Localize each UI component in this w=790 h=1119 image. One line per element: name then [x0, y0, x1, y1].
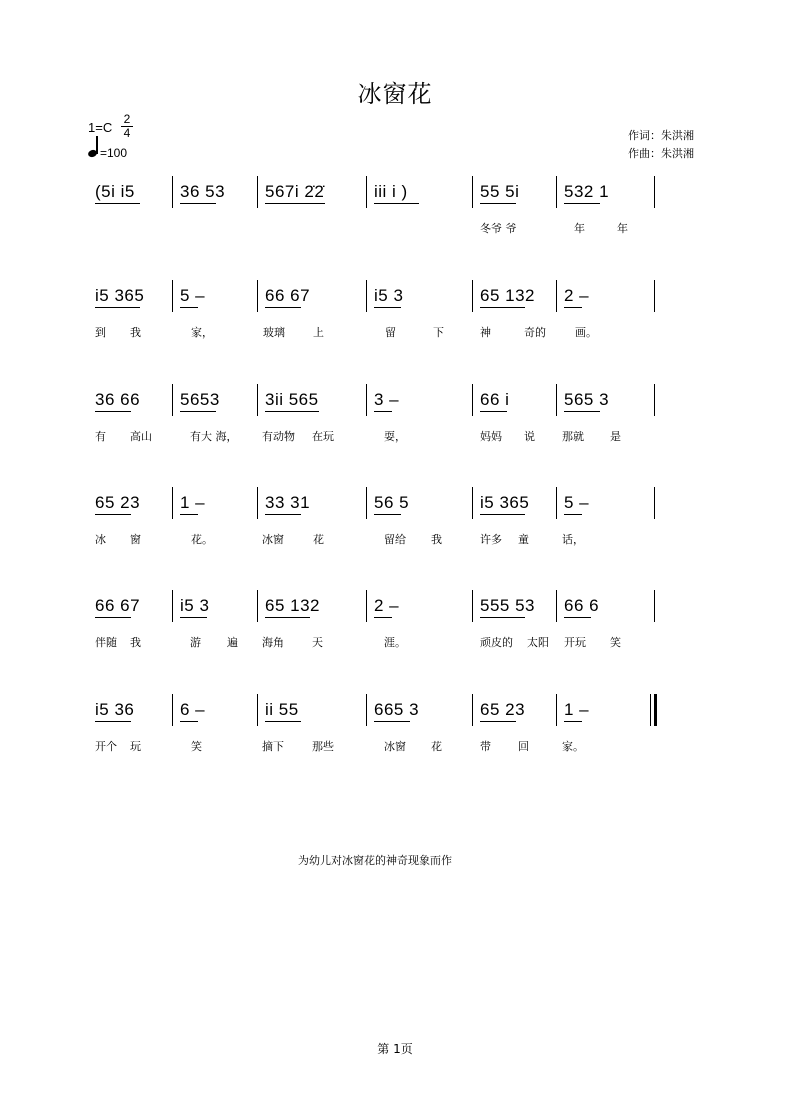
measure-notes: 3 – [374, 390, 400, 409]
barline [556, 694, 557, 726]
beam-line [265, 411, 319, 412]
beam-line [95, 411, 131, 412]
footnote [0, 852, 790, 868]
lyric-syllable: 花 [431, 740, 442, 753]
time-signature [120, 113, 134, 140]
measure-notes: 66 i [480, 390, 510, 409]
barline [257, 176, 258, 208]
beam-line [564, 203, 600, 204]
lyric-syllable: 耍， [384, 430, 406, 443]
lyric-syllable: 妈妈 [480, 430, 502, 443]
beam-line [180, 514, 198, 515]
measure-notes: ii 55 [265, 700, 299, 719]
lyric-syllable: 摘下 [262, 740, 284, 753]
measure-notes: 567i 2̇2̇ [265, 182, 325, 201]
beam-line [480, 411, 507, 412]
beam-line [374, 307, 401, 308]
measure-notes: i5 3 [180, 596, 210, 615]
measure-notes: 66 67 [95, 596, 141, 615]
beam-line [480, 203, 516, 204]
barline [366, 280, 367, 312]
beam-line [374, 514, 401, 515]
barline [172, 280, 173, 312]
barline [366, 590, 367, 622]
page-number: 第 1页 [377, 1042, 413, 1056]
barline [556, 384, 557, 416]
barline [257, 280, 258, 312]
score-line [0, 176, 790, 256]
beam-line [95, 617, 131, 618]
lyric-syllable: 上 [313, 326, 324, 339]
barline [257, 487, 258, 519]
final-barline [650, 694, 651, 726]
barline [472, 487, 473, 519]
beam-line [564, 721, 582, 722]
barline [366, 176, 367, 208]
measure-notes: 555 53 [480, 596, 535, 615]
beam-line [480, 307, 525, 308]
barline [556, 176, 557, 208]
barline [472, 694, 473, 726]
lyric-syllable: 那就 [562, 430, 584, 443]
measure-notes: 1 – [180, 493, 206, 512]
barline [172, 176, 173, 208]
beam-line [374, 721, 410, 722]
lyric-syllable: 奇的 [524, 326, 546, 339]
quarter-note-head [87, 149, 98, 159]
lyric-syllable: 我 [431, 533, 442, 546]
measure-notes: 55 5i [480, 182, 520, 201]
beam-line [564, 514, 582, 515]
measure-notes: 36 53 [180, 182, 226, 201]
beam-line [480, 721, 516, 722]
barline [556, 590, 557, 622]
score-line [0, 590, 790, 670]
measure-notes: 65 23 [95, 493, 141, 512]
lyric-syllable: 遍 [227, 636, 238, 649]
lyric-syllable: 笑 [191, 740, 202, 753]
key-signature: 1=C [88, 120, 113, 135]
measure-notes: 66 6 [564, 596, 600, 615]
barline [172, 694, 173, 726]
beam-line [265, 617, 310, 618]
lyric-syllable: 我 [130, 636, 141, 649]
lyric-syllable: 冬爷 爷 [480, 222, 517, 235]
lyric-syllable: 太阳 [527, 636, 549, 649]
lyric-syllable: 下 [433, 326, 444, 339]
barline [654, 590, 655, 622]
score-line [0, 694, 790, 774]
measure-notes: 66 67 [265, 286, 311, 305]
measure-notes: 565 3 [564, 390, 610, 409]
beam-line [564, 617, 591, 618]
beam-line [374, 203, 419, 204]
lyric-syllable: 在玩 [312, 430, 334, 443]
barline [472, 176, 473, 208]
measure-notes: (5i i5 [95, 182, 135, 201]
beam-line [265, 203, 325, 204]
lyric-syllable: 窗 [130, 533, 141, 546]
lyric-syllable: 冰窗 [384, 740, 406, 753]
beam-line [480, 514, 525, 515]
score-line [0, 384, 790, 464]
lyric-syllable: 到 [95, 326, 106, 339]
barline [366, 694, 367, 726]
barline [472, 280, 473, 312]
lyric-syllable: 家。 [562, 740, 584, 753]
lyricist-credit: 作词：朱洪湘 [628, 129, 694, 142]
lyric-syllable: 游 [190, 636, 201, 649]
score-line [0, 487, 790, 567]
barline [172, 384, 173, 416]
lyric-syllable: 开个 [95, 740, 117, 753]
measure-notes: 2 – [374, 596, 400, 615]
lyric-syllable: 天 [312, 636, 323, 649]
measure-notes: i5 365 [95, 286, 145, 305]
barline [257, 590, 258, 622]
lyric-syllable: 话， [562, 533, 584, 546]
composer-credit: 作曲：朱洪湘 [628, 147, 694, 160]
barline [257, 694, 258, 726]
barline [654, 176, 655, 208]
lyric-syllable: 留 [385, 326, 396, 339]
beam-line [265, 514, 301, 515]
lyric-syllable: 高山 [130, 430, 152, 443]
beam-line [95, 721, 131, 722]
measure-notes: i5 36 [95, 700, 135, 719]
barline [556, 487, 557, 519]
measure-notes: 665 3 [374, 700, 420, 719]
lyric-syllable: 许多 [480, 533, 502, 546]
barline [654, 280, 655, 312]
measure-notes: 1 – [564, 700, 590, 719]
beam-line [374, 411, 392, 412]
barline [556, 280, 557, 312]
measure-notes: 6 – [180, 700, 206, 719]
measure-notes: 56 5 [374, 493, 410, 512]
beam-line [180, 203, 216, 204]
lyric-syllable: 年 [617, 222, 628, 235]
lyric-syllable: 顽皮的 [480, 636, 513, 649]
measure-notes: i5 365 [480, 493, 530, 512]
lyric-syllable: 说 [524, 430, 535, 443]
lyric-syllable: 开玩 [564, 636, 586, 649]
time-signature-bottom: 4 [123, 126, 131, 140]
measure-notes: i5 3 [374, 286, 404, 305]
measure-notes: 36 66 [95, 390, 141, 409]
lyric-syllable: 花。 [191, 533, 213, 546]
barline [366, 487, 367, 519]
lyric-syllable: 玩 [130, 740, 141, 753]
beam-line [95, 514, 131, 515]
lyric-syllable: 回 [518, 740, 529, 753]
barline [366, 384, 367, 416]
lyric-syllable: 有大 海， [190, 430, 238, 443]
song-title: 冰窗花 [357, 80, 433, 108]
lyric-syllable: 神 [480, 326, 491, 339]
lyric-syllable: 海角 [262, 636, 284, 649]
lyric-syllable: 有 [95, 430, 106, 443]
barline [654, 487, 655, 519]
beam-line [564, 411, 600, 412]
measure-notes: 5 – [564, 493, 590, 512]
barline [472, 384, 473, 416]
lyric-syllable: 画。 [575, 326, 597, 339]
lyric-syllable: 家， [191, 326, 213, 339]
beam-line [265, 307, 301, 308]
lyric-syllable: 童 [518, 533, 529, 546]
beam-line [374, 617, 392, 618]
beam-line [95, 307, 140, 308]
measure-notes: 65 132 [480, 286, 535, 305]
lyric-syllable: 伴随 [95, 636, 117, 649]
measure-notes: 65 132 [265, 596, 320, 615]
beam-line [180, 307, 198, 308]
lyric-syllable: 玻璃 [263, 326, 285, 339]
measure-notes: 2 – [564, 286, 590, 305]
measure-notes: 5 – [180, 286, 206, 305]
tempo-value: =100 [100, 146, 128, 160]
lyric-syllable: 涯。 [384, 636, 406, 649]
barline [172, 590, 173, 622]
lyric-syllable: 是 [610, 430, 621, 443]
time-signature-top: 2 [123, 112, 131, 126]
lyric-syllable: 我 [130, 326, 141, 339]
score-line [0, 280, 790, 360]
measure-notes: 33 31 [265, 493, 311, 512]
lyric-syllable: 那些 [312, 740, 334, 753]
beam-line [180, 721, 198, 722]
beam-line [480, 617, 525, 618]
lyric-syllable: 年 [574, 222, 585, 235]
lyric-syllable: 有动物 [262, 430, 295, 443]
beam-line [180, 617, 207, 618]
lyric-syllable: 带 [480, 740, 491, 753]
beam-line [265, 721, 301, 722]
measure-notes: 65 23 [480, 700, 526, 719]
barline [257, 384, 258, 416]
measure-notes: 3ii 565 [265, 390, 319, 409]
barline [654, 384, 655, 416]
lyric-syllable: 冰 [95, 533, 106, 546]
measure-notes: 532 1 [564, 182, 610, 201]
lyric-syllable: 留给 [384, 533, 406, 546]
footnote-text: 为幼儿对冰窗花的神奇现象而作 [298, 854, 452, 867]
barline [472, 590, 473, 622]
measure-notes: 5653 [180, 390, 220, 409]
barline [172, 487, 173, 519]
lyric-syllable: 冰窗 [262, 533, 284, 546]
measure-notes: iii i ) [374, 182, 408, 201]
beam-line [564, 307, 582, 308]
lyric-syllable: 笑 [610, 636, 621, 649]
lyric-syllable: 花 [313, 533, 324, 546]
beam-line [95, 203, 140, 204]
beam-line [180, 411, 216, 412]
barline [654, 694, 657, 726]
